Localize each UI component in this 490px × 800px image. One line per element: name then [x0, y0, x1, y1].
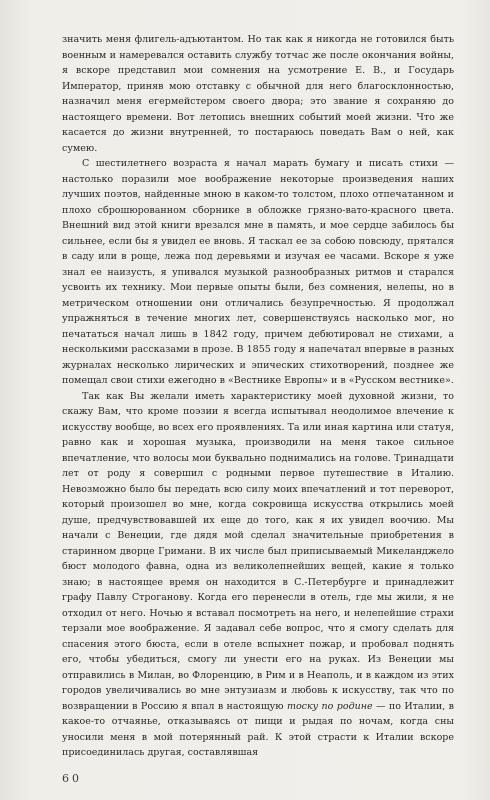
text-run: С шестилетнего возраста я начал марать бумагу и писать стихи — настолько поразили мое воображение некоторые произведения наших лучших поэтов, найденные мною в каком-то толстом, плохо отпечатанном и плохо сброшюрованном сборнике в обложке грязно-вато-красного цвета. Внешний вид этой книги врезался мне в память, и мое сердце забилось бы сильнее, если бы я увидел ее вновь. Я таскал ее за собою повсюду, прятался в саду или в роще, лежа под деревьями и изучая ее часами. Вскоре я уже знал ее наизусть, я упивался музыкой разнообразных ритмов и старался усвоить их технику. Мои первые опыты были, без сомнения, нелепы, но в метрическом отношении они отличались безупречностью. Я продолжал упражняться в течение многих лет, совершенствуясь насколько мог, но печататься начал лишь в 1842 году, причем дебютировал не стихами, а несколькими рассказами в прозе. В 1855 году я напечатал впервые в разных журналах несколько лирических и эпических стихотворений, позднее же помещал свои стихи ежегодно в «Вестнике Европы» и в «Русском вестнике». — [62, 158, 454, 386]
paragraph — [62, 156, 454, 389]
text-run: значить меня флигель-адъютантом. Но так как я никогда не готовился быть военным и намеревался оставить службу тотчас же после окончания войны, я вскоре представил мои сомнения на усмотрение Е. В., и Государь Император, приняв мою отставку с обычной для него благосклонностью, назначил меня егермейстером своего двора; это звание я сохраняю до настоящего времени. Вот летопись внешних событий моей жизни. Что же касается до жизни внутренней, то постараюсь поведать Вам о ней, как сумею. — [62, 34, 454, 154]
paragraph — [62, 389, 454, 761]
text-run: Так как Вы желали иметь характеристику моей духовной жизни, то скажу Вам, что кроме поэзии я всегда испытывал неодолимое влечение к искусству вообще, во всех его проявлениях. Та или иная картина или статуя, равно как и хорошая музыка, производили на меня такое сильное впечатление, что волосы мои буквально поднимались на голове. Тринадцати лет от роду я совершил с родными первое путешествие в Италию. Невозможно было бы передать всю силу моих впечатлений и тот переворот, который произошел во мне, когда сокровища искусства открылись моей душе, предчувствовавшей их еще до того, как я их увидел воочию. Мы начали с Венеции, где дядя мой сделал значительные приобретения в старинном дворце Гримани. В их числе был приписываемый Микеланджело бюст молодого фавна, одна из великолепнейших вещей, какие я только знаю; в настоящее время он находится в С.-Петербурге и принадлежит графу Павлу Строганову. Когда его перенесли в отель, где мы жили, я не отходил от него. Ночью я вставал посмотреть на него, и нелепейшие страхи терзали мое воображение. Я задавал себе вопрос, что я смогу сделать для спасения этого бюста, если в отеле вспыхнет пожар, и пробовал поднять его, чтобы убедиться, смогу ли унести его на руках. Из Венеции мы отправились в Милан, во Флоренцию, в Рим и в Неаполь, и в каждом из этих городов увеличивались во мне энтузиазм и любовь к искусству, так что по возвращении в Россию я впал в настоящую — [62, 390, 454, 712]
body-text — [62, 32, 454, 761]
text-run: — по Италии, в какое-то отчаянье, отказываясь от пищи и рыдая по ночам, когда сны уносили меня в мой потерянный рай. К этой страсти к Италии вскоре присоединилась другая, составлявшая — [62, 700, 454, 758]
paragraph — [62, 32, 454, 156]
page-number: 60 — [62, 772, 82, 785]
italic-phrase: тоску по родине — [286, 700, 373, 712]
